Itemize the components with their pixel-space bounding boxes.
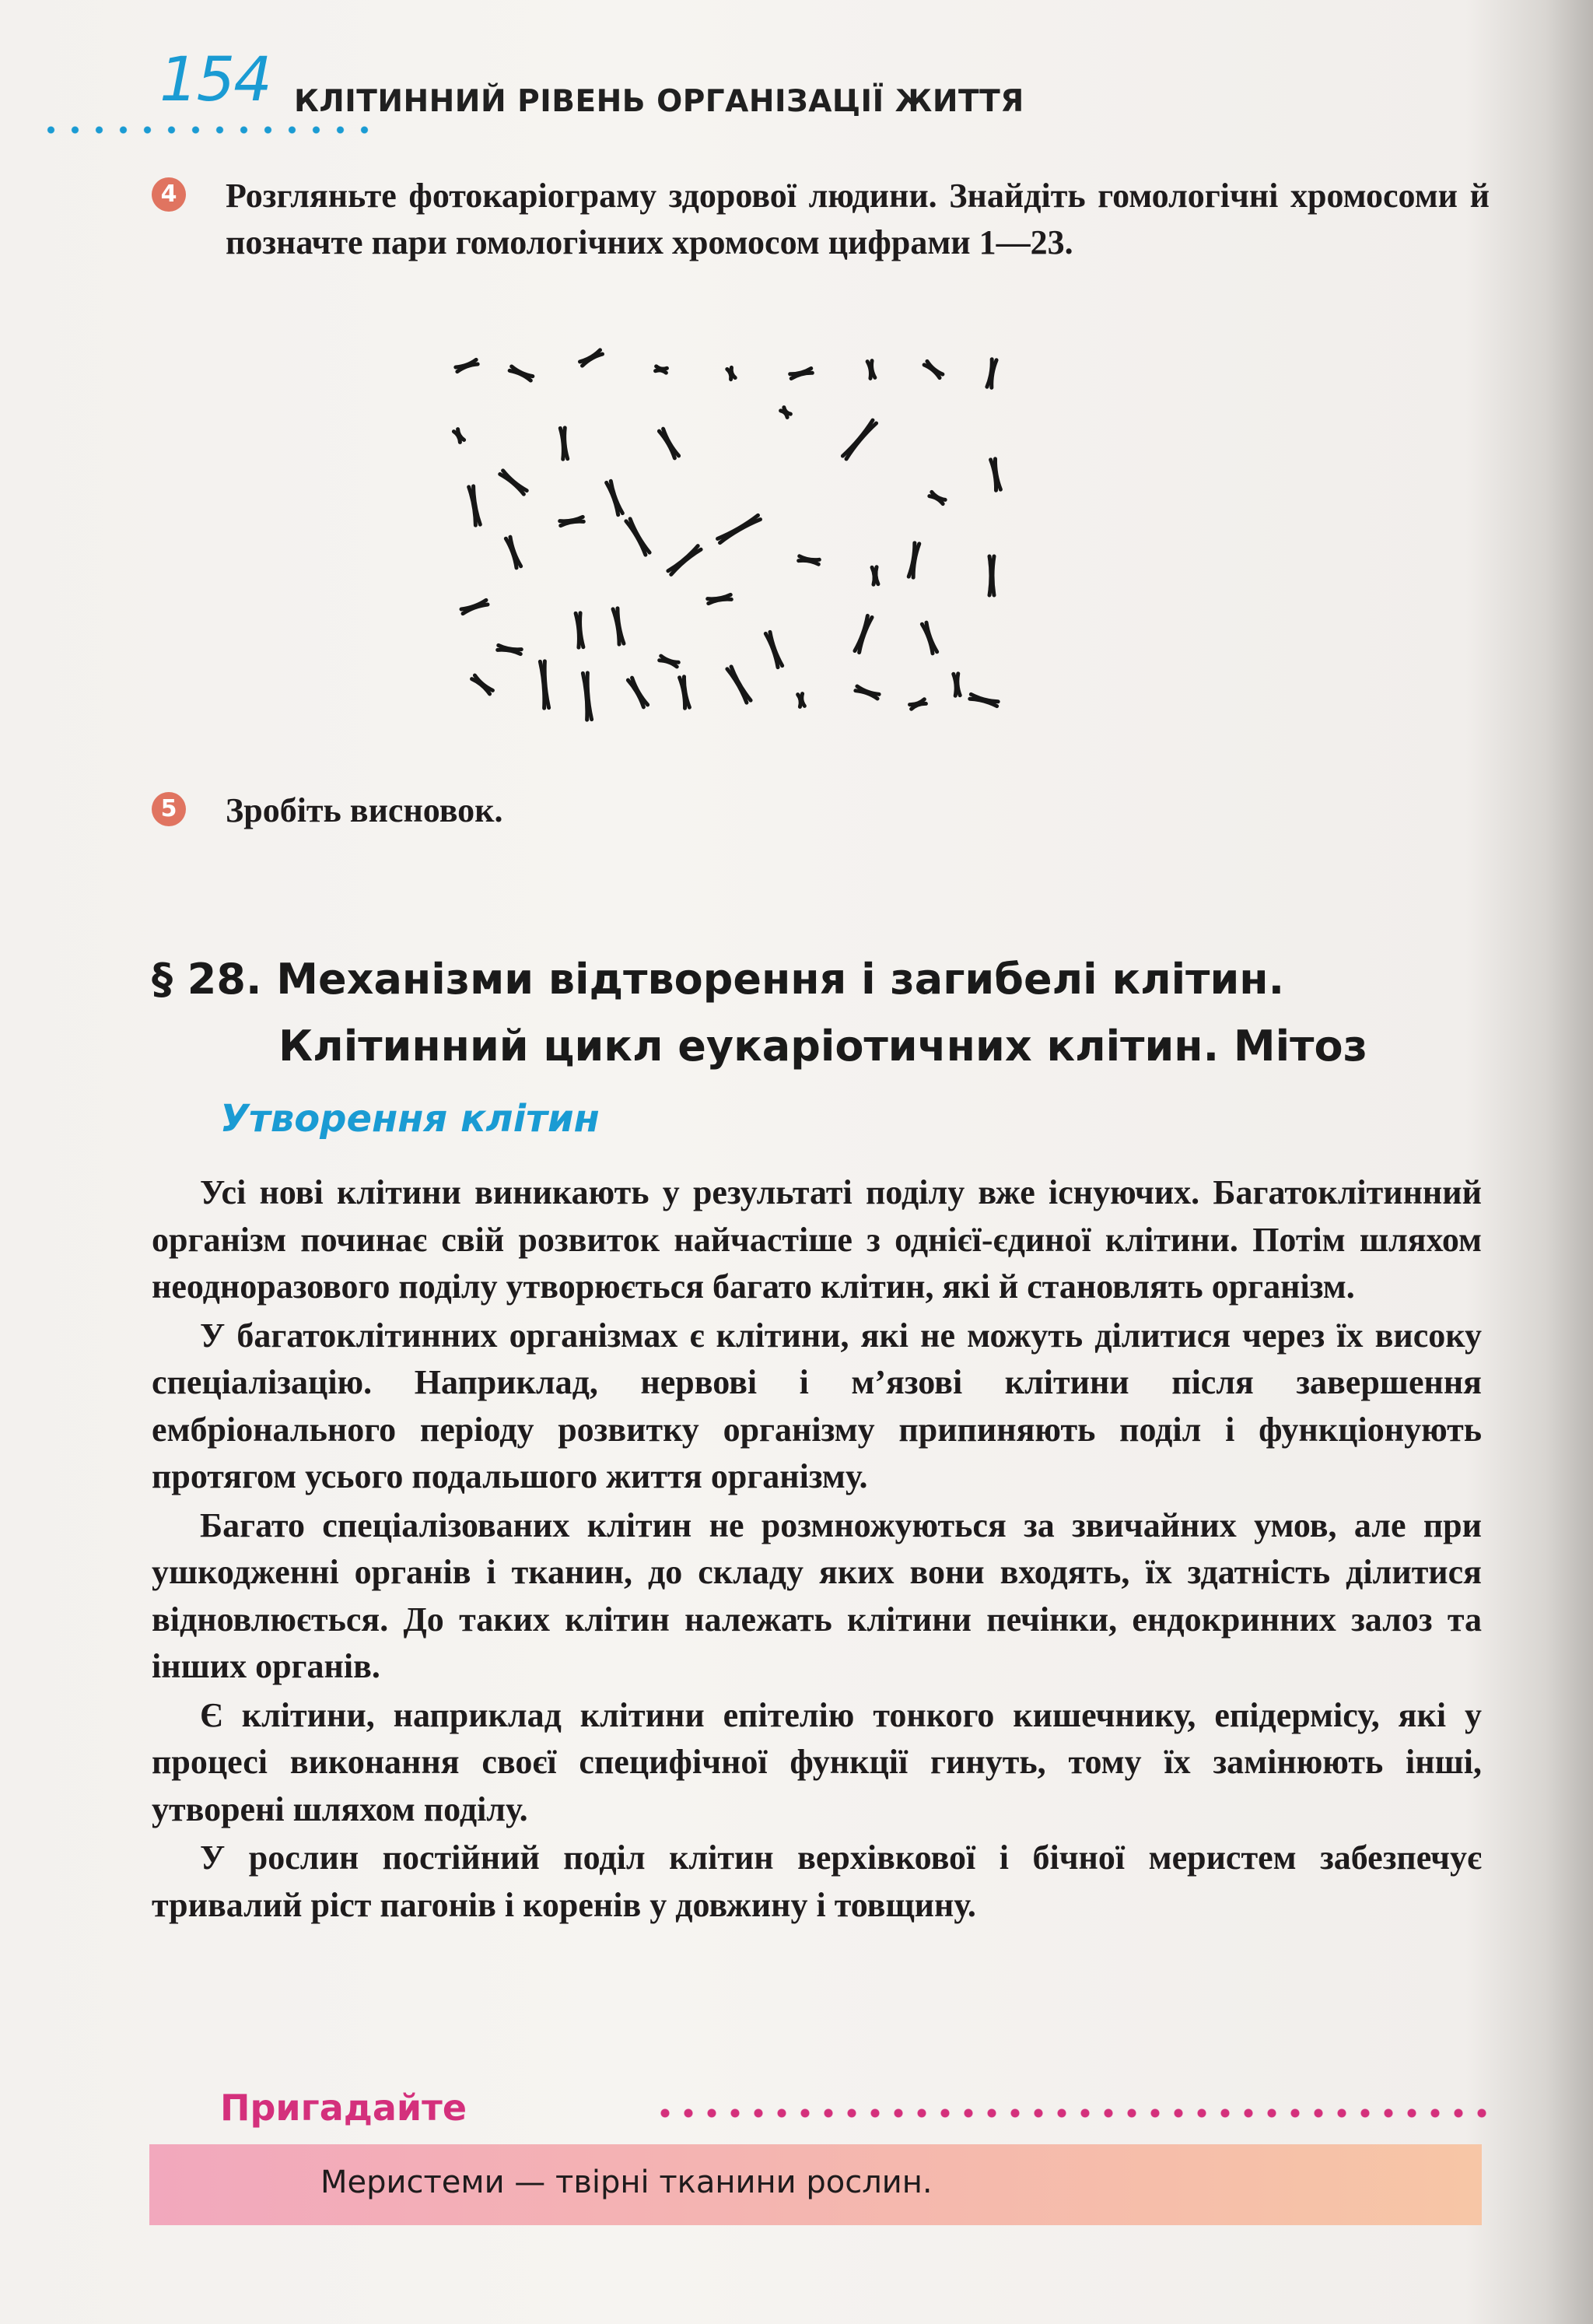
- chromosome-mark: [727, 367, 735, 379]
- chromosome-mark: [668, 546, 701, 575]
- paragraph: Усі нові клітини виникають у результаті поділу вже існуючих. Багатоклітинний організм починає свій розвиток найчастіше з однієї-єдиної клітини. Потім шляхом неодноразового поділу утворюється багато клітин, які й становлять організм.: [152, 1173, 1482, 1306]
- chromosome-mark: [509, 366, 533, 380]
- karyogram-image: [436, 342, 1213, 739]
- chromosome-mark: [708, 594, 732, 603]
- paragraph: У рослин постійний поділ клітин верхівкової і бічної меристем забезпечує тривалий ріст пагонів і коренів у довжину і товщину.: [152, 1839, 1482, 1924]
- chromosome-mark: [560, 428, 567, 459]
- task-number-badge: 5: [152, 792, 186, 826]
- chromosome-mark: [718, 515, 761, 542]
- chromosome-mark: [970, 694, 998, 706]
- chromosome-mark: [991, 459, 1001, 490]
- chromosome-mark: [628, 678, 647, 707]
- chromosome-mark: [469, 486, 481, 525]
- section-title-line-1: § 28. Механізми відтворення і загибелі клітин.: [152, 955, 1285, 1004]
- task-text: Розгляньте фотокаріограму здорової людини. Знайдіть гомологічні хромосоми й позначте пари гомологічних хромосом цифрами 1—23.: [226, 177, 1490, 261]
- chromosome-mark: [576, 613, 583, 647]
- chromosome-mark: [660, 656, 679, 667]
- remember-box: [149, 2144, 1482, 2225]
- paragraph: У багатоклітинних організмах є клітини, які не можуть ділитися через їх високу спеціалізацію. Наприклад, нервові і м’язові клітини після завершення ембріонального періоду розвитку організму припиняють поділ і функціонують протягом усього подальшого життя організму.: [152, 1316, 1482, 1495]
- page-number: 154: [159, 45, 271, 115]
- chromosome-mark: [656, 366, 667, 373]
- chromosome-mark: [540, 661, 548, 708]
- remember-text: Меристеми — твірні тканини рослин.: [320, 2165, 933, 2200]
- chromosome-mark: [500, 471, 527, 494]
- chromosome-mark: [765, 632, 782, 667]
- header-dot-rule: [39, 124, 381, 135]
- chromosome-mark: [680, 677, 690, 708]
- chromosome-mark: [461, 600, 488, 613]
- subheading: Утворення клітин: [220, 1097, 600, 1141]
- chromosome-mark: [790, 368, 813, 378]
- chromosome-mark: [498, 645, 522, 654]
- chromosome-mark: [922, 622, 937, 654]
- chromosome-mark: [930, 492, 945, 503]
- chromosome-mark: [954, 674, 960, 696]
- task-number-badge: 4: [152, 177, 186, 212]
- chromosome-mark: [781, 408, 791, 418]
- chromosome-mark: [910, 699, 926, 709]
- chromosome-mark: [472, 675, 493, 694]
- chromosome-mark: [872, 567, 878, 584]
- remember-label: Пригадайте: [220, 2087, 467, 2129]
- chromosome-mark: [607, 481, 623, 514]
- chromosome-mark: [659, 429, 678, 458]
- task-5: [152, 787, 1490, 834]
- chromosome-mark: [924, 361, 943, 377]
- chromosome-mark: [842, 420, 876, 459]
- chromosome-mark: [799, 556, 820, 564]
- chromosome-mark: [506, 537, 520, 568]
- chromosome-mark: [856, 686, 879, 699]
- chromosome-mark: [727, 667, 751, 703]
- paragraph: Багато спеціалізованих клітин не розмножуються за звичайних умов, але при ушкодженні органів і тканин, до складу яких вони входять, їх здатність ділитися відновлюється. До таких клітин належать клітини печінки, ендокринних залоз та інших органів.: [152, 1506, 1482, 1685]
- chromosome-mark: [613, 608, 624, 644]
- paragraph: Є клітини, наприклад клітини епітелію тонкого кишечнику, епідермісу, які у процесі виконання своєї специфічної функції гинуть, тому їх замінюють інші, утворені шляхом поділу.: [152, 1695, 1482, 1828]
- chromosome-mark: [798, 694, 805, 707]
- chromosome-mark: [909, 543, 919, 577]
- task-text: Зробіть висновок.: [226, 791, 503, 829]
- remember-dot-rule: [653, 2107, 1490, 2119]
- chromosome-mark: [456, 359, 478, 371]
- running-title: КЛІТИННИЙ РІВЕНЬ ОРГАНІЗАЦІЇ ЖИТТЯ: [294, 84, 1024, 119]
- chromosome-mark: [989, 556, 994, 595]
- chromosome-mark: [580, 350, 603, 366]
- section-title: [152, 946, 1490, 1080]
- chromosome-mark: [453, 429, 464, 443]
- chromosome-mark: [583, 673, 591, 720]
- chromosome-mark: [626, 519, 649, 555]
- chromosome-mark: [987, 359, 996, 387]
- chromosome-mark: [855, 615, 872, 652]
- chromosome-mark: [867, 361, 875, 379]
- body-text: [152, 1169, 1482, 1930]
- section-title-line-2: Клітинний цикл еукаріотичних клітин. Мітоз: [278, 1022, 1367, 1071]
- chromosome-mark: [560, 517, 584, 525]
- task-4: [152, 173, 1490, 266]
